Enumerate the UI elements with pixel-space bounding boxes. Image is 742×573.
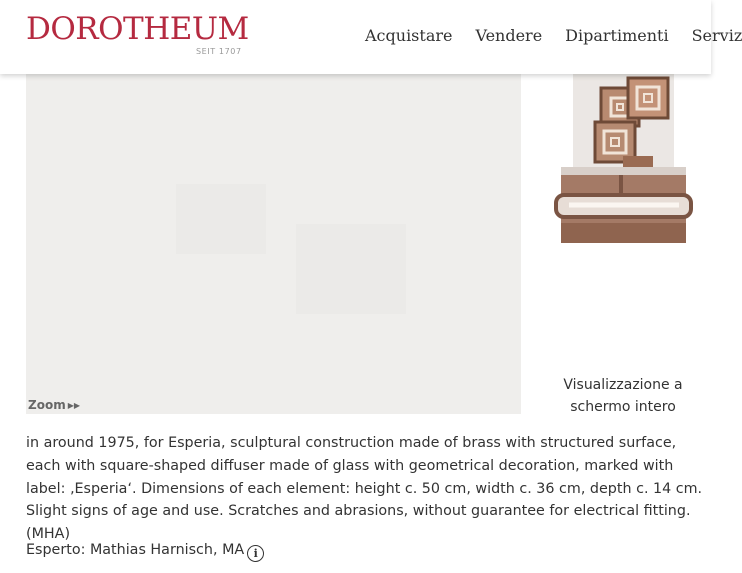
nav-item-vendere[interactable]: Vendere [475,26,543,45]
lot-description: in around 1975, for Esperia, sculptural construction made of brass with structured surface, each with square-shaped diffuser made of glass with geometrical decoration, marked with label: ‚Esperia‘. Dimensions of each element: height c. 50 cm, width c. 36 cm, depth c. 14 cm. Slight signs of age and use. Scratches and abrasions, without guarantee for electrical fitting. (MHA) [26,435,703,543]
expert-line [26,539,264,562]
info-icon[interactable]: i [247,545,264,562]
thumbnail-detail-image [561,167,686,243]
image-shade [176,184,266,254]
dorotheum-logo[interactable]: DOROTHEUM [26,11,249,47]
thumbnail-lamp-image [573,74,674,167]
main-nav [365,26,742,45]
thumbnail-2[interactable] [561,167,686,243]
image-shade [296,224,406,314]
expert-text: Esperto: Mathias Harnisch, MA [26,542,245,558]
thumbnail-1[interactable] [573,74,674,167]
fullscreen-link[interactable]: Visualizzazione a schermo intero [563,377,683,415]
zoom-button[interactable] [28,398,80,412]
nav-item-servizi[interactable]: Serviz [691,26,742,45]
site-header [0,0,742,74]
logo-tagline: SEIT 1707 [196,47,242,56]
zoom-label: Zoom [28,398,66,412]
main-lot-image[interactable] [26,74,521,414]
nav-item-acquistare[interactable]: Acquistare [365,26,453,45]
nav-item-dipartimenti[interactable]: Dipartimenti [565,26,669,45]
chevron-right-icon: ▶▶ [67,401,81,410]
